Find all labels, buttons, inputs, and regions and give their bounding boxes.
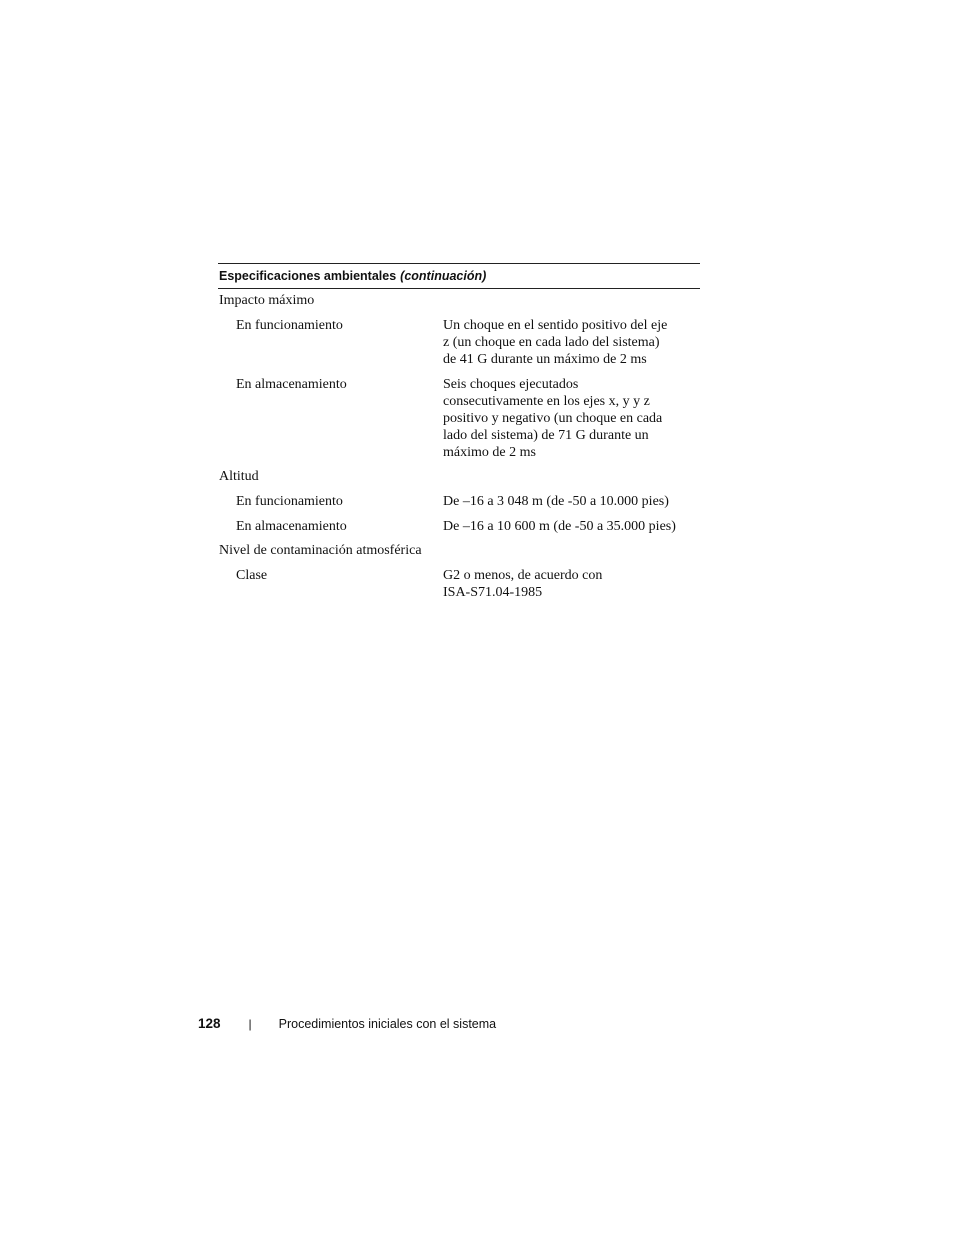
row-label: En funcionamiento <box>236 494 343 509</box>
row-value-line: consecutivamente en los ejes x, y y z <box>443 394 650 409</box>
section-heading: Nivel de contaminación atmosférica <box>219 543 422 558</box>
row-value <box>443 376 683 461</box>
row-value-line: De –16 a 10 600 m (de -50 a 35.000 pies) <box>443 519 676 534</box>
row-value-line: de 41 G durante un máximo de 2 ms <box>443 352 647 367</box>
row-value-line: ISA-S71.04-1985 <box>443 585 543 600</box>
row-value-line: máximo de 2 ms <box>443 445 536 460</box>
page-number: 128 <box>198 1016 221 1031</box>
row-value-line: lado del sistema) de 71 G durante un <box>443 428 649 443</box>
table-body <box>218 292 700 601</box>
row-value <box>443 567 683 601</box>
row-value-line: positivo y negativo (un choque en cada <box>443 411 663 426</box>
row-value-line: De –16 a 3 048 m (de -50 a 10.000 pies) <box>443 494 669 509</box>
row-label: Clase <box>236 568 268 583</box>
row-value-line: G2 o menos, de acuerdo con <box>443 568 603 583</box>
spec-table <box>218 263 700 601</box>
table-title-text: Especificaciones ambientales <box>219 269 397 283</box>
section-heading: Altitud <box>219 469 259 484</box>
row-value-line: z (un choque en cada lado del sistema) <box>443 335 660 350</box>
section-heading: Impacto máximo <box>219 293 315 308</box>
row-label: En almacenamiento <box>236 519 347 534</box>
chapter-title: Procedimientos iniciales con el sistema <box>278 1016 497 1031</box>
row-value <box>443 518 683 535</box>
table-row <box>218 567 700 601</box>
table-title <box>218 263 700 289</box>
table-row <box>218 518 700 535</box>
row-value <box>443 317 683 368</box>
page-footer <box>198 1016 496 1031</box>
row-label: En funcionamiento <box>236 318 343 333</box>
row-value-line: Seis choques ejecutados <box>443 377 579 392</box>
footer-separator: | <box>248 1016 252 1031</box>
table-row <box>218 317 700 368</box>
row-label: En almacenamiento <box>236 377 347 392</box>
table-row <box>218 376 700 461</box>
row-value <box>443 493 683 510</box>
table-title-suffix: (continuación) <box>400 269 487 283</box>
row-value-line: Un choque en el sentido positivo del eje <box>443 318 668 333</box>
table-row <box>218 493 700 510</box>
